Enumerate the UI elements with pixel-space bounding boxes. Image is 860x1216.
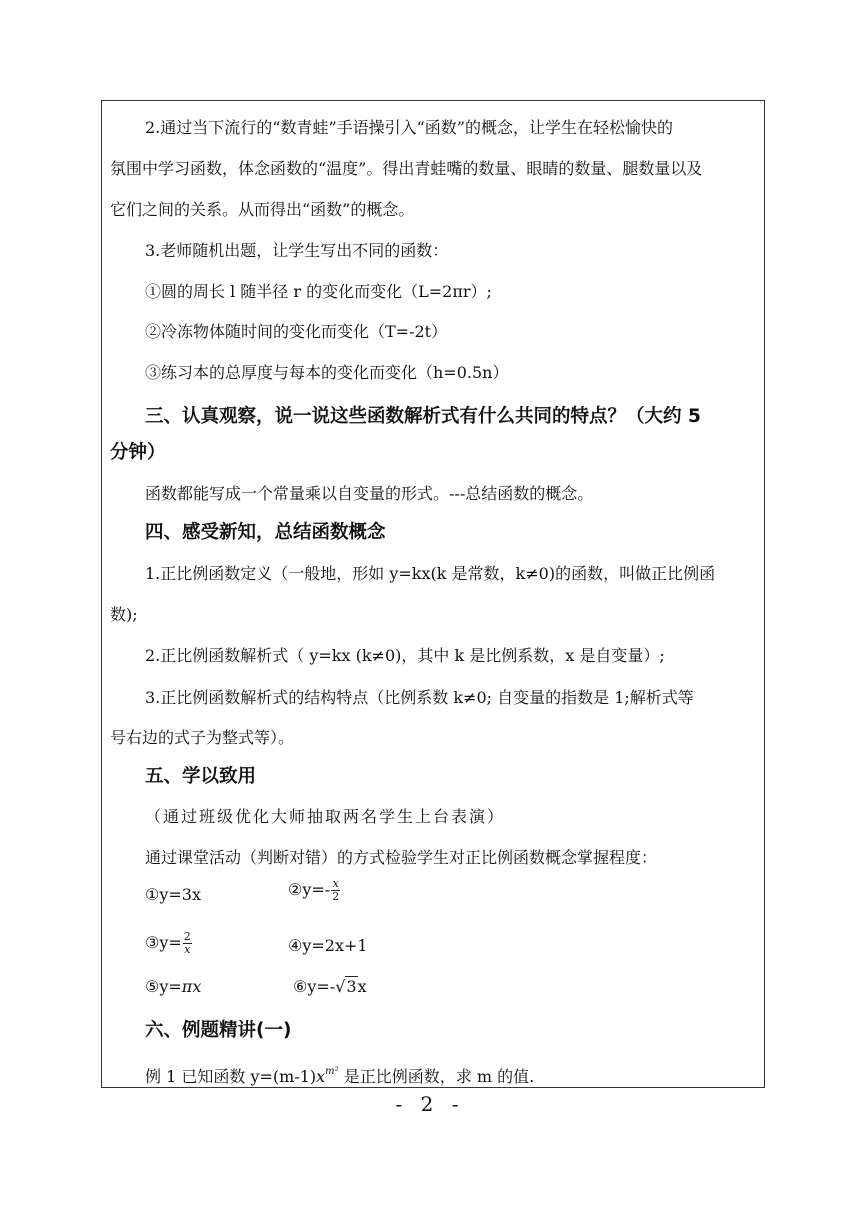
paragraph-line: 3.老师随机出题，让学生写出不同的函数： [145, 241, 449, 260]
fraction: $\frac{x}{2}$ [332, 877, 340, 903]
list-item: ②冷冻物体随时间的变化而变化（T=-2t） [145, 322, 448, 341]
paragraph-line: 通过课堂活动（判断对错）的方式检验学生对正比例函数概念掌握程度： [145, 848, 658, 867]
example-line: 例 1 已知函数 $y=(m-1)x^{m^2}$ 是正比例函数，求 m 的值. [145, 1066, 535, 1086]
section-heading: 四、感受新知，总结函数概念 [145, 522, 386, 543]
paragraph-line: 2.正比例函数解析式（ y=kx (k≠0)，其中 k 是比例系数，x 是自变量）; [145, 646, 665, 665]
section-heading: 三、认真观察，说一说这些函数解析式有什么共同的特点？（大约 5 [145, 406, 701, 427]
paragraph-line: 号右边的式子为整式等）。 [110, 728, 295, 747]
list-item: ①圆的周长 l 随半径 r 的变化而变化（L=2πr）; [145, 282, 492, 301]
exercise-item-6: ⑥y=-√3x [293, 975, 367, 999]
exercise-item-5: ⑤y=πx [145, 977, 202, 996]
section-heading: 六、例题精讲(一) [145, 1020, 292, 1041]
page-number: - 2 - [395, 1092, 465, 1116]
paragraph-line: 3.正比例函数解析式的结构特点（比例系数 k≠0; 自变量的指数是 1;解析式等 [145, 688, 694, 707]
list-item: ③练习本的总厚度与每本的变化而变化（h=0.5n） [145, 363, 509, 382]
sqrt-symbol: √3 [335, 977, 357, 996]
paragraph-line: 它们之间的关系。从而得出“函数”的概念。 [110, 200, 415, 219]
paragraph-line: （通过班级优化大师抽取两名学生上台表演） [145, 807, 506, 826]
section-heading-cont: 分钟） [110, 442, 166, 463]
exercise-item-2: ②y=- $\frac{x}{2}$ [288, 877, 340, 903]
exercise-item-3: ③y= $\frac{2}{x}$ [145, 930, 191, 956]
paragraph-line: 函数都能写成一个常量乘以自变量的形式。---总结函数的概念。 [145, 484, 594, 503]
exercise-item-4: ④y=2x+1 [288, 936, 368, 955]
paragraph-line: 1.正比例函数定义（一般地，形如 y=kx(k 是常数，k≠0)的函数，叫做正比例函 [145, 564, 716, 583]
fraction: $\frac{2}{x}$ [183, 930, 191, 956]
paragraph-line: 氛围中学习函数，体念函数的“温度”。得出青蛙嘴的数量、眼睛的数量、腿数量以及 [110, 159, 703, 178]
exercise-item-1: ①y=3x [145, 885, 201, 904]
section-heading: 五、学以致用 [145, 766, 257, 787]
paragraph-line: 数); [110, 605, 138, 624]
paragraph-line: 2.通过当下流行的“数青蛙”手语操引入“函数”的概念，让学生在轻松愉快的 [145, 118, 673, 137]
